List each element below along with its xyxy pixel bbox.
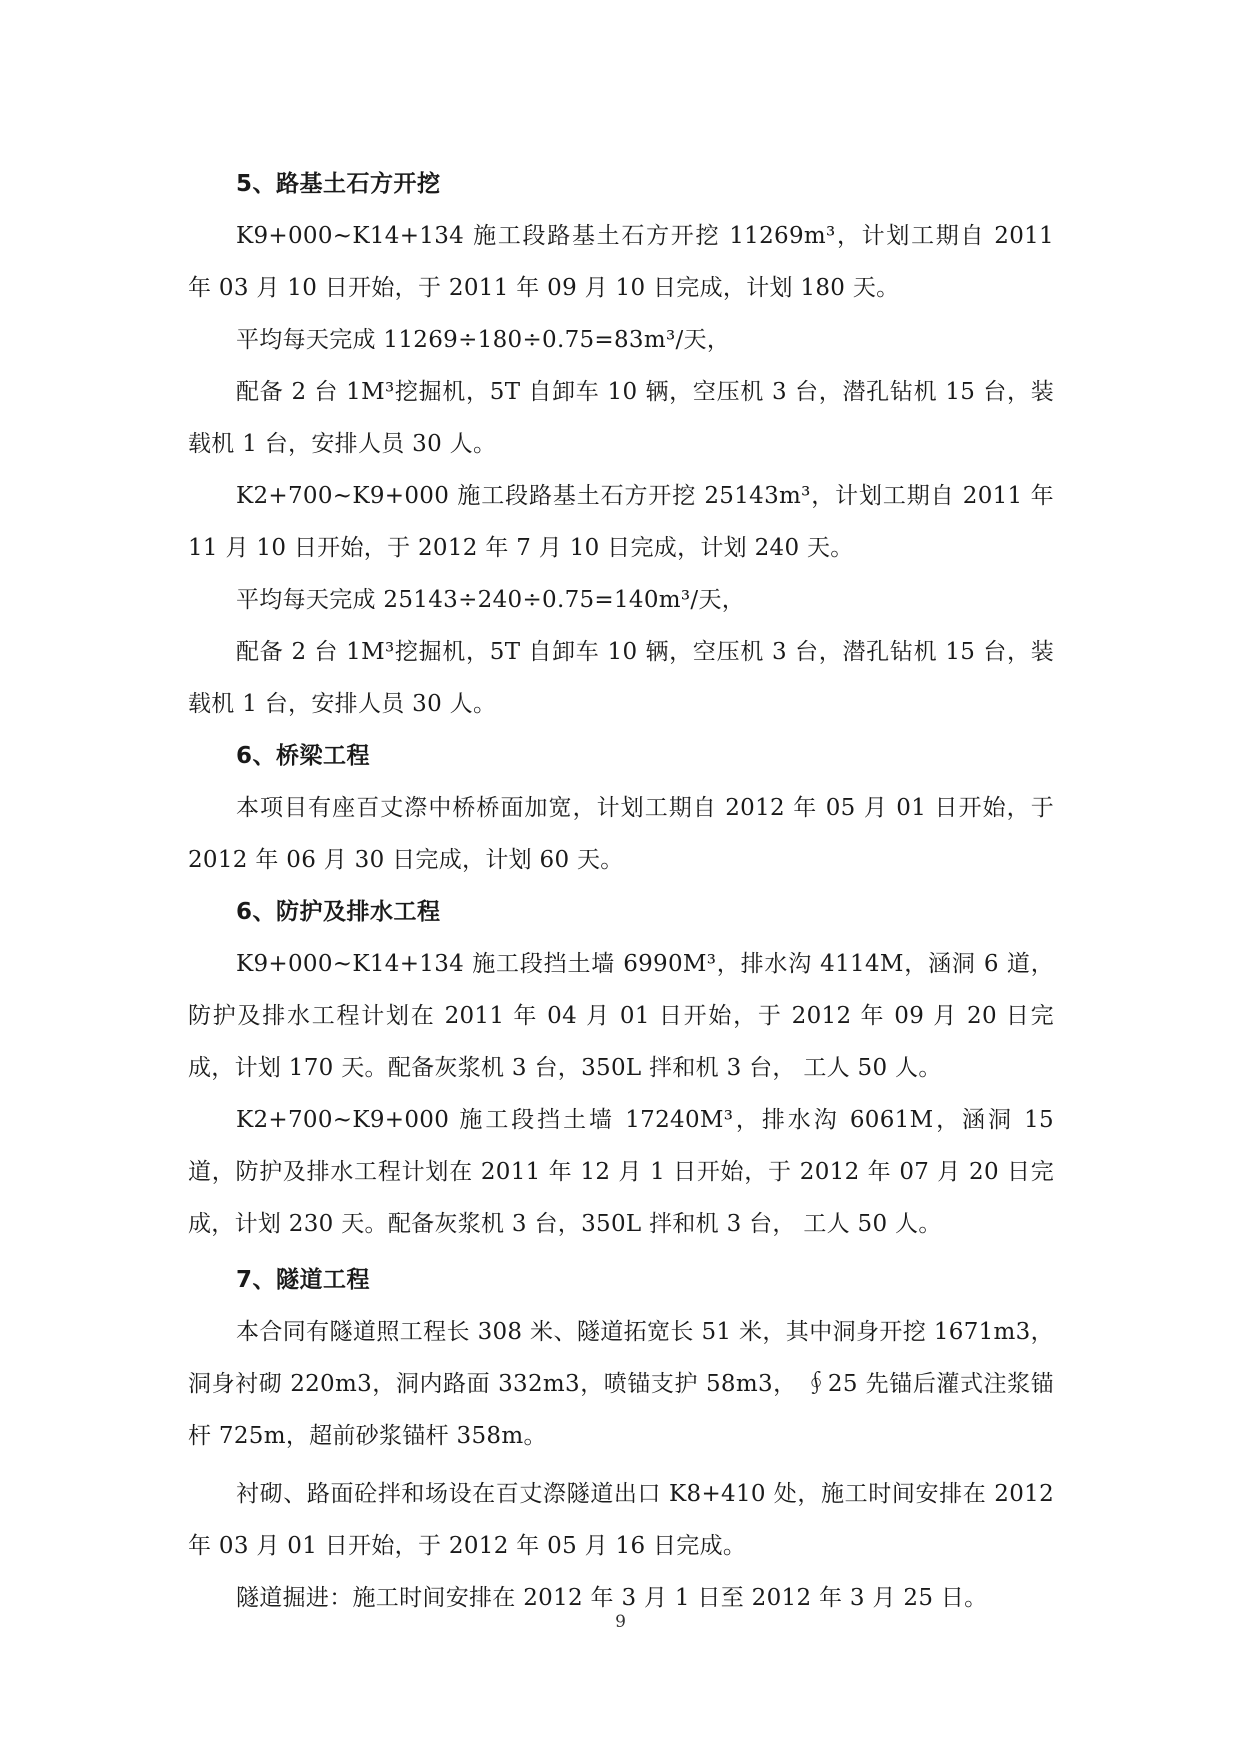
page-content — [188, 158, 1054, 1624]
paragraph: 衬砌、路面砼拌和场设在百丈漈隧道出口 K8+410 处，施工时间安排在 2012 年 03 月 01 日开始，于 2012 年 05 月 16 日完成。 — [188, 1481, 1054, 1559]
paragraph: K9+000~K14+134 施工段挡土墙 6990M³，排水沟 4114M，涵洞 6 道，防护及排水工程计划在 2011 年 04 月 01 日开始，于 2012 年 09 月 20 日完成，计划 170 天。配备灰浆机 3 台，350L 拌和机 3 台， 工人 50 人。 — [188, 951, 1054, 1081]
section-heading-tunnel: 7、隧道工程 — [236, 1267, 371, 1293]
section-heading-bridge: 6、桥梁工程 — [236, 743, 371, 769]
paragraph: K2+700~K9+000 施工段路基土石方开挖 25143m³，计划工期自 2011 年 11 月 10 日开始，于 2012 年 7 月 10 日完成，计划 240 天。 — [188, 483, 1054, 561]
paragraph: 平均每天完成 11269÷180÷0.75=83m³/天， — [236, 327, 731, 353]
paragraph: 隧道掘进：施工时间安排在 2012 年 3 月 1 日至 2012 年 3 月 25 日。 — [236, 1585, 988, 1611]
section-heading-protection-drainage: 6、防护及排水工程 — [236, 899, 441, 925]
paragraph: K2+700~K9+000 施工段挡土墙 17240M³，排水沟 6061M，涵洞 15 道，防护及排水工程计划在 2011 年 12 月 1 日开始，于 2012 年 07 月 20 日完成，计划 230 天。配备灰浆机 3 台，350L 拌和机 3 台， 工人 50 人。 — [188, 1107, 1054, 1237]
paragraph: 本项目有座百丈漈中桥桥面加宽，计划工期自 2012 年 05 月 01 日开始，于 2012 年 06 月 30 日完成，计划 60 天。 — [188, 795, 1054, 873]
paragraph: 配备 2 台 1M³挖掘机，5T 自卸车 10 辆，空压机 3 台，潜孔钻机 15 台，装载机 1 台，安排人员 30 人。 — [188, 379, 1054, 457]
paragraph: K9+000~K14+134 施工段路基土石方开挖 11269m³，计划工期自 2011 年 03 月 10 日开始，于 2011 年 09 月 10 日完成，计划 180 天。 — [188, 223, 1054, 301]
paragraph: 本合同有隧道照工程长 308 米、隧道拓宽长 51 米，其中洞身开挖 1671m3，洞身衬砌 220m3，洞内路面 332m3，喷锚支护 58m3， ∮25 先锚后灌式注浆锚杆 725m，超前砂浆锚杆 358m。 — [188, 1319, 1054, 1449]
paragraph: 配备 2 台 1M³挖掘机，5T 自卸车 10 辆，空压机 3 台，潜孔钻机 15 台，装载机 1 台，安排人员 30 人。 — [188, 639, 1054, 717]
paragraph: 平均每天完成 25143÷240÷0.75=140m³/天， — [236, 587, 746, 613]
page-number: 9 — [615, 1612, 626, 1632]
section-heading-earthwork: 5、路基土石方开挖 — [236, 171, 441, 197]
